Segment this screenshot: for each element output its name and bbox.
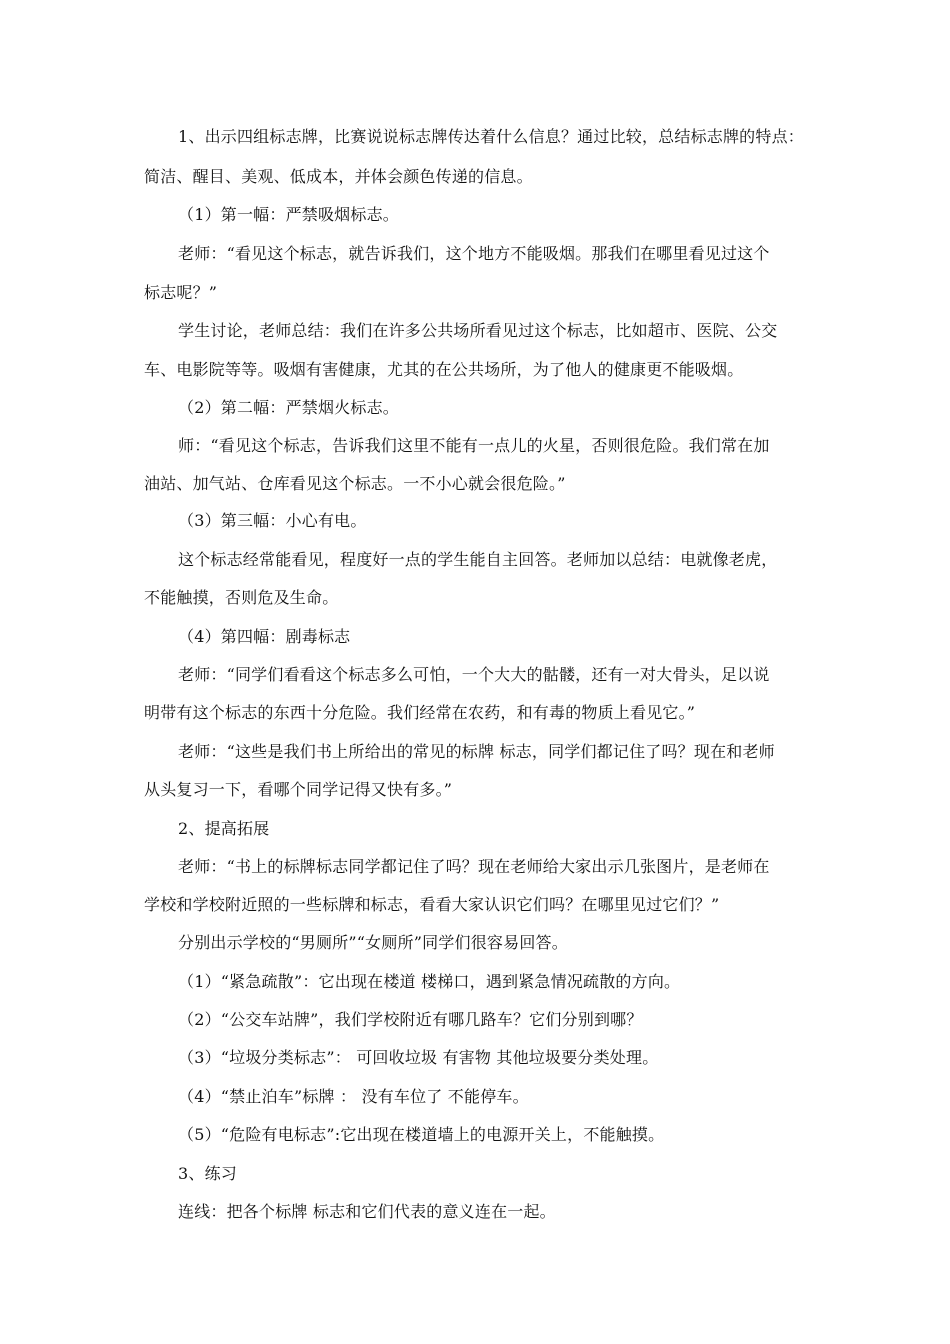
paragraph-line: （1）“紧急疏散”：它出现在楼道 楼梯口，遇到紧急情况疏散的方向。 xyxy=(178,972,681,991)
paragraph-line: 老师：“看见这个标志，就告诉我们，这个地方不能吸烟。那我们在哪里看见过这个 xyxy=(178,244,770,263)
paragraph-line: （3）第三幅：小心有电。 xyxy=(178,511,367,530)
paragraph-line: 3、练习 xyxy=(178,1164,237,1183)
paragraph-line: （3）“垃圾分类标志”： 可回收垃圾 有害物 其他垃圾要分类处理。 xyxy=(178,1048,659,1067)
paragraph-line: 车、电影院等等。吸烟有害健康，尤其的在公共场所，为了他人的健康更不能吸烟。 xyxy=(144,360,744,379)
paragraph-line: 老师：“同学们看看这个标志多么可怕，一个大大的骷髅，还有一对大骨头，足以说 xyxy=(178,665,770,684)
paragraph-line: 不能触摸，否则危及生命。 xyxy=(144,588,339,607)
paragraph-line: 从头复习一下，看哪个同学记得又快有多。” xyxy=(144,780,453,799)
paragraph-line: （2）第二幅：严禁烟火标志。 xyxy=(178,398,399,417)
paragraph-line: 油站、加气站、仓库看见这个标志。一不小心就会很危险。” xyxy=(144,474,566,493)
paragraph-line: 师：“看见这个标志，告诉我们这里不能有一点儿的火星，否则很危险。我们常在加 xyxy=(178,436,770,455)
paragraph-line: 2、提高拓展 xyxy=(178,819,270,838)
paragraph-line: 标志呢？” xyxy=(144,283,218,302)
paragraph-line: 老师：“这些是我们书上所给出的常见的标牌 标志，同学们都记住了吗？现在和老师 xyxy=(178,742,775,761)
paragraph-line: 这个标志经常能看见，程度好一点的学生能自主回答。老师加以总结：电就像老虎， xyxy=(178,550,778,569)
paragraph-line: 连线：把各个标牌 标志和它们代表的意义连在一起。 xyxy=(178,1202,556,1221)
paragraph-line: （4）“禁止泊车”标牌 ： 没有车位了 不能停车。 xyxy=(178,1087,529,1106)
paragraph-line: （4）第四幅：剧毒标志 xyxy=(178,627,351,646)
paragraph-line: （2）“公交车站牌”，我们学校附近有哪几路车？它们分别到哪？ xyxy=(178,1010,643,1029)
paragraph-line: 学校和学校附近照的一些标牌和标志，看看大家认识它们吗？在哪里见过它们？” xyxy=(144,895,720,914)
paragraph-line: 明带有这个标志的东西十分危险。我们经常在农药，和有毒的物质上看见它。” xyxy=(144,703,696,722)
paragraph-line: 1、出示四组标志牌，比赛说说标志牌传达着什么信息？通过比较，总结标志牌的特点： xyxy=(178,127,804,146)
paragraph-line: （5）“危险有电标志”:它出现在楼道墙上的电源开关上，不能触摸。 xyxy=(178,1125,665,1144)
paragraph-line: 分别出示学校的“男厕所”“女厕所”同学们很容易回答。 xyxy=(178,933,568,952)
paragraph-line: 学生讨论，老师总结：我们在许多公共场所看见过这个标志，比如超市、医院、公交 xyxy=(178,321,778,340)
paragraph-line: 简洁、醒目、美观、低成本，并体会颜色传递的信息。 xyxy=(144,167,533,186)
paragraph-line: （1）第一幅：严禁吸烟标志。 xyxy=(178,205,399,224)
paragraph-line: 老师：“书上的标牌标志同学都记住了吗？现在老师给大家出示几张图片，是老师在 xyxy=(178,857,770,876)
